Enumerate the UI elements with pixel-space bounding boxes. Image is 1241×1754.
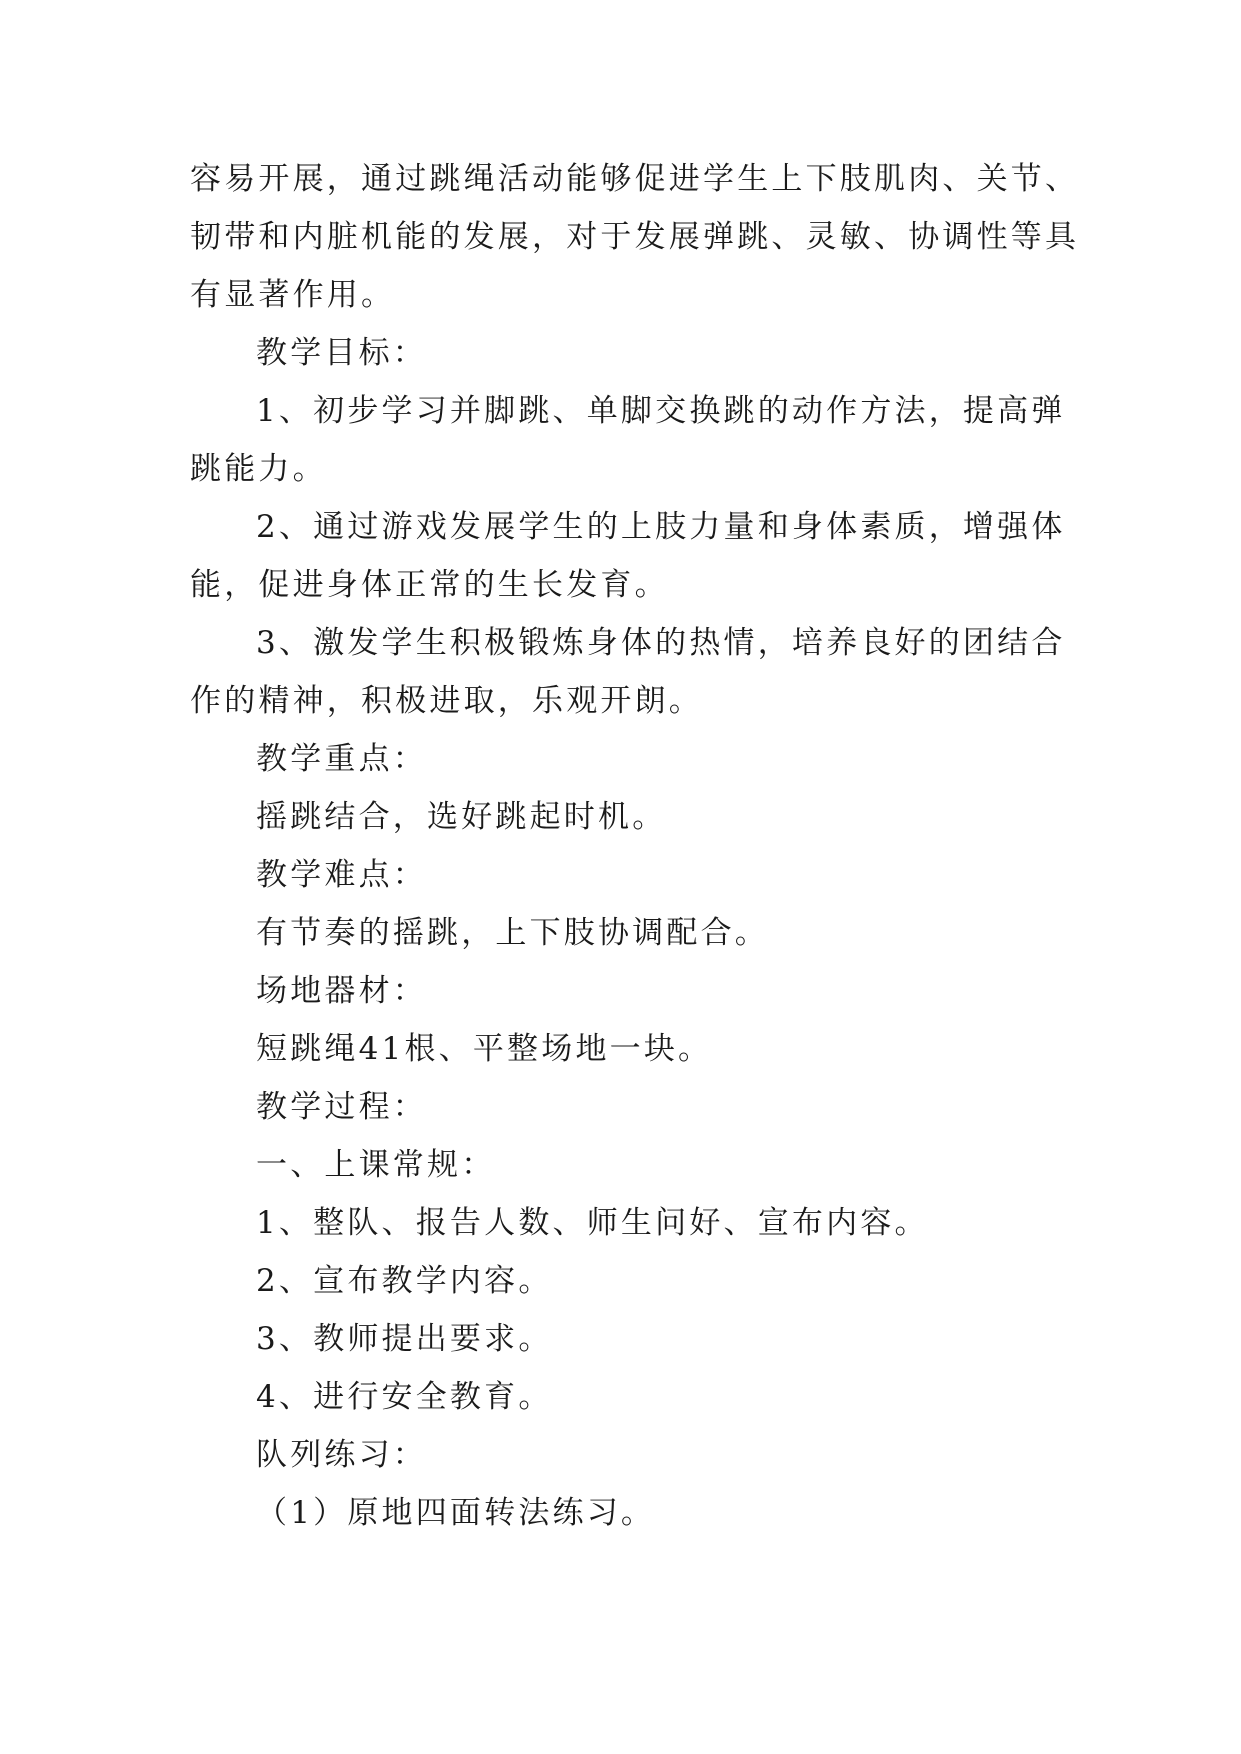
goal-item-3-continued: 作的精神，积极进取，乐观开朗。	[190, 683, 703, 719]
section-heading-process: 教学过程：	[256, 1089, 427, 1125]
difficulties-text: 有节奏的摇跳，上下肢协调配合。	[256, 915, 769, 951]
goal-item-2: 2、通过游戏发展学生的上肢力量和身体素质，增强体	[256, 509, 1066, 545]
goal-item-3: 3、激发学生积极锻炼身体的热情，培养良好的团结合	[256, 625, 1066, 661]
section-heading-formation-practice: 队列练习：	[256, 1437, 427, 1473]
formation-item-1: （1）原地四面转法练习。	[256, 1495, 656, 1531]
equipment-text: 短跳绳41根、平整场地一块。	[256, 1031, 713, 1067]
goal-item-1: 1、初步学习并脚跳、单脚交换跳的动作方法，提高弹	[256, 393, 1066, 429]
section-heading-difficulties: 教学难点：	[256, 857, 427, 893]
document-body	[190, 150, 1080, 1542]
routine-item-2: 2、宣布教学内容。	[256, 1263, 553, 1299]
key-points-text: 摇跳结合，选好跳起时机。	[256, 799, 667, 835]
routine-item-4: 4、进行安全教育。	[256, 1379, 553, 1415]
goal-item-1-continued: 跳能力。	[190, 451, 327, 487]
routine-item-3: 3、教师提出要求。	[256, 1321, 553, 1357]
section-heading-key-points: 教学重点：	[256, 741, 427, 777]
process-step-heading: 一、上课常规：	[256, 1147, 496, 1183]
section-heading-teaching-goals: 教学目标：	[256, 335, 427, 371]
paragraph-line: 容易开展，通过跳绳活动能够促进学生上下肢肌肉、关节、	[190, 161, 1080, 197]
paragraph-line: 韧带和内脏机能的发展，对于发展弹跳、灵敏、协调性等具	[190, 219, 1080, 255]
section-heading-equipment: 场地器材：	[256, 973, 427, 1009]
paragraph-line: 有显著作用。	[190, 277, 396, 313]
routine-item-1: 1、整队、报告人数、师生问好、宣布内容。	[256, 1205, 929, 1241]
goal-item-2-continued: 能，促进身体正常的生长发育。	[190, 567, 669, 603]
